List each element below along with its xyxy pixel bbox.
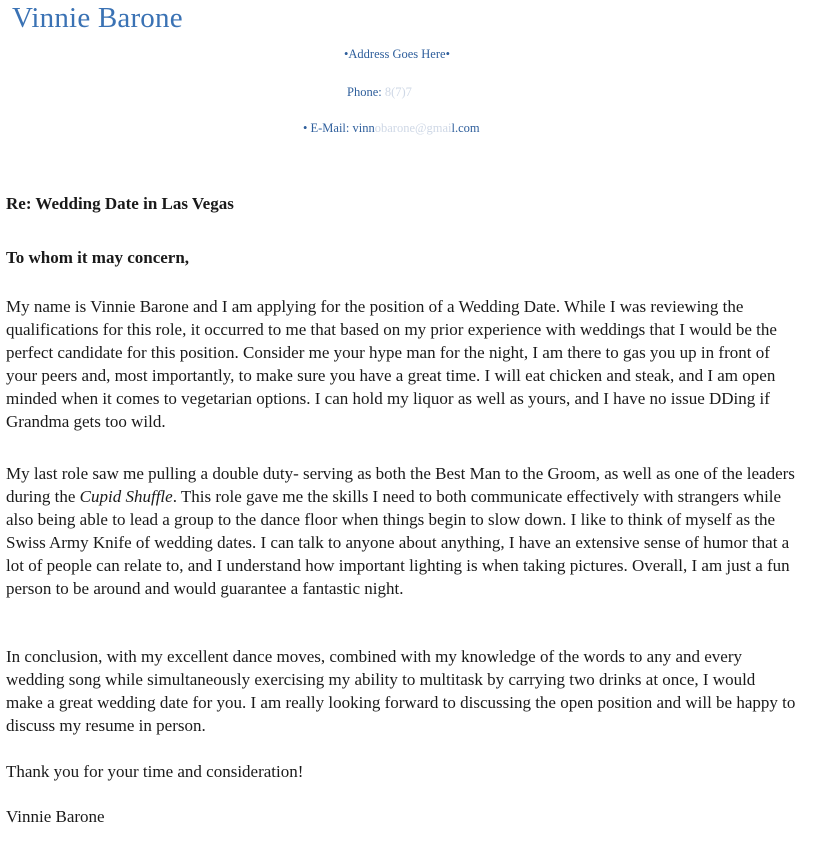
phone-label: Phone: [347,85,385,99]
phone-value: 8(7)7 [384,85,412,99]
letter-salutation: To whom it may concern, [6,248,190,267]
letter-paragraph-1: My name is Vinnie Barone and I am applying for the position of a Wedding Date. While I was reviewing the qualifications for this role, it occurred to me that based on my prior experience with weddings that I would be the perfect candidate for this position. Consider me your hype man for the night, I am there to gas you up in front of your peers and, most importantly, to make sure you have a great time. I will eat chicken and steak, and I am open minded when it comes to vegetarian options. I can hold my liquor as well as yours, and I have no issue DDing if Grandma gets too wild. [6,297,777,431]
letter-closing: Thank you for your time and consideration! [6,762,304,781]
letter-subject: Re: Wedding Date in Las Vegas [6,194,234,213]
email-hidden: obarone@gmai [374,121,452,135]
email-suffix: l.com [451,121,480,135]
sender-name: Vinnie Barone [12,2,183,34]
letter-paragraph-3: In conclusion, with my excellent dance moves, combined with my knowledge of the words to any and every wedding song while simultaneously exercising my ability to multitask by carrying two drinks at once, I would make a great wedding date for you. I am really looking forward to discussing the open position and will be happy to discuss my resume in person. [6,647,796,735]
email-label: • E-Mail: vinn [303,121,375,135]
letter-signature: Vinnie Barone [6,807,105,826]
phone-line [347,85,412,100]
email-line [303,121,480,136]
address-line: •Address Goes Here• [344,47,450,61]
paragraph-2-italic: Cupid Shuffle [79,487,173,506]
paragraph-2-after: . This role gave me the skills I need to both communicate effectively with strangers while also being able to lead a group to the dance floor when things begin to slow down. I like to think of myself as the Swiss Army Knife of wedding dates. I can talk to anyone about anything, I have an extensive sense of humor that a lot of people can relate to, and I understand how important lighting is when taking pictures. Overall, I am just a fun person to be around and would guarantee a fantastic night. [6,487,790,598]
paragraph-2-before: My last role saw me pulling a double duty- serving as both the Best Man to the Groom, as well as one of the leaders during the [6,464,795,506]
letter-paragraph-2 [6,462,796,600]
